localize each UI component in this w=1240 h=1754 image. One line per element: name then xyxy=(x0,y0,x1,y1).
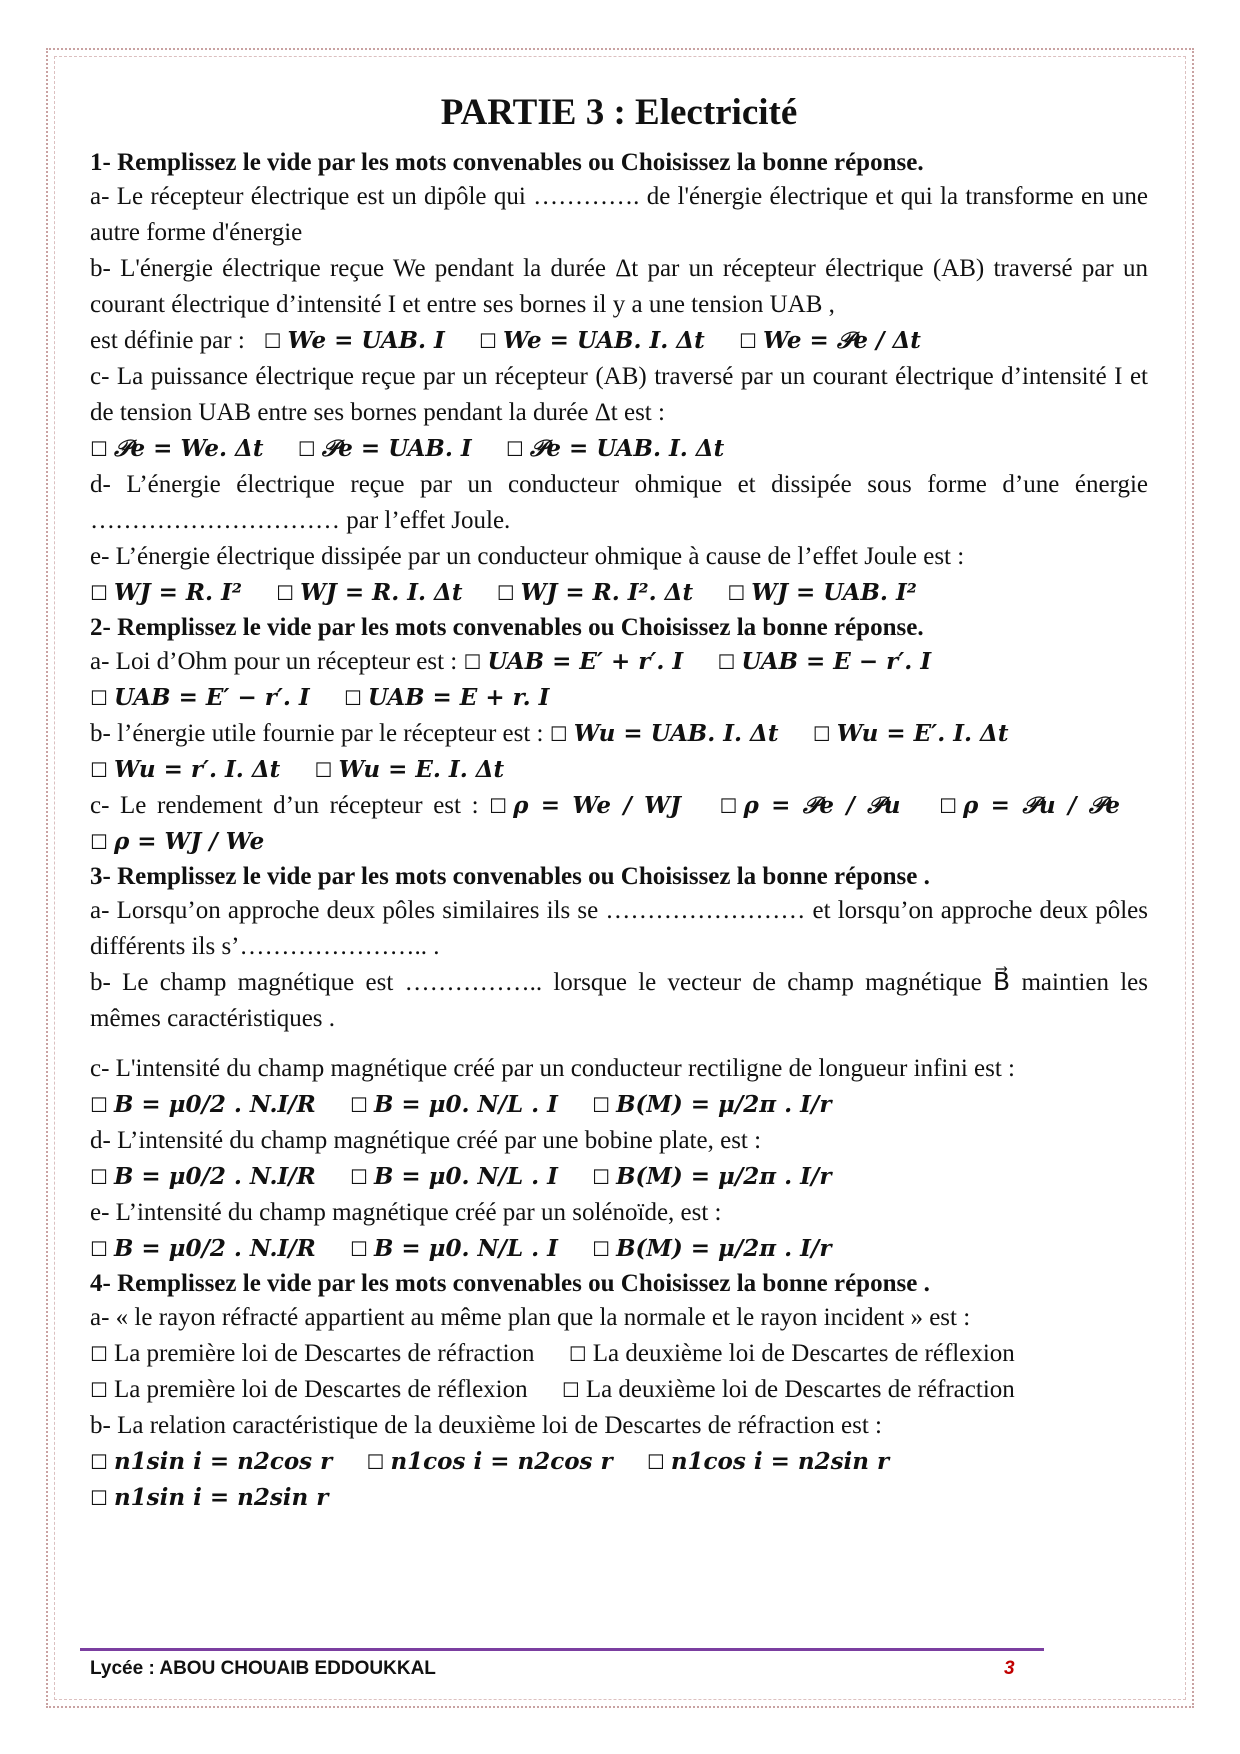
q4-b-options-1 xyxy=(90,1444,1148,1480)
q3-c-options xyxy=(90,1087,1148,1123)
page-number: 3 xyxy=(1004,1658,1015,1679)
checkbox-icon[interactable]: ☐ xyxy=(343,686,362,710)
checkbox-icon[interactable]: ☐ xyxy=(489,794,508,818)
q1-e-options xyxy=(90,575,1148,611)
q1-b-prefix: est définie par : xyxy=(90,327,245,354)
checkbox-icon[interactable]: ☐ xyxy=(592,1093,611,1117)
checkbox-icon[interactable]: ☐ xyxy=(719,794,738,818)
checkbox-icon[interactable]: ☐ xyxy=(90,1093,108,1117)
checkbox-icon[interactable]: ☐ xyxy=(549,722,568,746)
option[interactable]: ☐ La deuxième loi de Descartes de réfraction xyxy=(561,1376,1015,1403)
checkbox-icon[interactable]: ☐ xyxy=(727,581,746,605)
q2-b-cont xyxy=(90,752,1148,788)
q2-c xyxy=(90,788,1148,860)
q4-b-options-2 xyxy=(90,1480,1148,1516)
option[interactable]: ☐ B(M) = μ/2π . I/r xyxy=(592,1163,832,1190)
checkbox-icon[interactable]: ☐ xyxy=(646,1450,665,1474)
checkbox-icon[interactable]: ☐ xyxy=(939,794,957,818)
checkbox-icon[interactable]: ☐ xyxy=(463,650,482,674)
q2-a-cont xyxy=(90,680,1148,716)
option[interactable]: ☐ 𝒫e = UAB. I xyxy=(297,435,472,462)
q3-e-text: e- L’intensité du champ magnétique créé par un solénoïde, est : xyxy=(90,1199,722,1226)
option[interactable]: ☐ Wu = E′. I. Δt xyxy=(812,720,1009,747)
option[interactable]: ☐ B = μ0. N/L . I xyxy=(350,1235,558,1262)
checkbox-icon[interactable]: ☐ xyxy=(90,1165,108,1189)
option[interactable]: ☐ n1cos i = n2cos r xyxy=(366,1448,613,1475)
q4-a-options-1 xyxy=(90,1336,1148,1372)
option[interactable]: ☐ B = μ0. N/L . I xyxy=(350,1163,558,1190)
q3-a: a- Lorsqu’on approche deux pôles similaires ils se …………………… et lorsqu’on approche deux pôles différents ils s’………………….. . xyxy=(90,897,1148,960)
q3-e-options xyxy=(90,1231,1148,1267)
checkbox-icon[interactable]: ☐ xyxy=(263,329,282,353)
checkbox-icon[interactable]: ☐ xyxy=(812,722,831,746)
option[interactable]: ☐ ρ = 𝒫u / 𝒫e xyxy=(939,792,1120,819)
option[interactable]: ☐ 𝒫e = UAB. I. Δt xyxy=(505,435,725,462)
checkbox-icon[interactable]: ☐ xyxy=(276,581,295,605)
q4-a-text: a- « le rayon réfracté appartient au même plan que la normale et le rayon incident » est : xyxy=(90,1304,971,1331)
checkbox-icon[interactable]: ☐ xyxy=(350,1093,368,1117)
checkbox-icon[interactable]: ☐ xyxy=(592,1165,611,1189)
option[interactable]: ☐ B = μ0/2 . N.I/R xyxy=(90,1091,316,1118)
checkbox-icon[interactable]: ☐ xyxy=(90,1450,108,1474)
checkbox-icon[interactable]: ☐ xyxy=(90,1378,108,1402)
checkbox-icon[interactable]: ☐ xyxy=(90,758,108,782)
q2-heading: 2- Remplissez le vide par les mots convenables ou Choisissez la bonne réponse. xyxy=(90,614,924,641)
q3-c-text: c- L'intensité du champ magnétique créé par un conducteur rectiligne de longueur infini est : xyxy=(90,1055,1015,1082)
option[interactable]: ☐ ρ = WJ / We xyxy=(90,828,265,855)
option[interactable]: ☐ B = μ0/2 . N.I/R xyxy=(90,1235,316,1262)
checkbox-icon[interactable]: ☐ xyxy=(90,1237,108,1261)
checkbox-icon[interactable]: ☐ xyxy=(592,1237,611,1261)
option[interactable]: ☐ Wu = r′. I. Δt xyxy=(90,756,281,783)
checkbox-icon[interactable]: ☐ xyxy=(90,1342,108,1366)
option[interactable]: ☐ ρ = We / WJ xyxy=(489,792,681,819)
option[interactable]: ☐ WJ = UAB. I² xyxy=(727,579,917,606)
q1-d: d- L’énergie électrique reçue par un conducteur ohmique et dissipée sous forme d’une énergie ………………………… par l’effet Joule. xyxy=(90,471,1148,534)
option[interactable]: ☐ La première loi de Descartes de réfraction xyxy=(90,1340,535,1367)
q1-e-text: e- L’énergie électrique dissipée par un conducteur ohmique à cause de l’effet Joule est : xyxy=(90,543,965,570)
q3-heading: 3- Remplissez le vide par les mots convenables ou Choisissez la bonne réponse . xyxy=(90,863,930,890)
q3-d-options xyxy=(90,1159,1148,1195)
checkbox-icon[interactable]: ☐ xyxy=(90,686,108,710)
option[interactable]: ☐ 𝒫e = We. Δt xyxy=(90,435,264,462)
q1-a: a- Le récepteur électrique est un dipôle qui …………. de l'énergie électrique et qui la transforme en une autre forme d'énergie xyxy=(90,183,1148,246)
q4-heading: 4- Remplissez le vide par les mots convenables ou Choisissez la bonne réponse . xyxy=(90,1270,930,1297)
q1-c-text: c- La puissance électrique reçue par un récepteur (AB) traversé par un courant électrique d’intensité I et de tension UAB entre ses bornes pendant la durée Δt est : xyxy=(90,363,1148,426)
checkbox-icon[interactable]: ☐ xyxy=(297,437,316,461)
q2-c-prefix: c- Le rendement d’un récepteur est : xyxy=(90,792,479,819)
option[interactable]: ☐ B(M) = μ/2π . I/r xyxy=(592,1091,832,1118)
q4-b-text: b- La relation caractéristique de la deuxième loi de Descartes de réfraction est : xyxy=(90,1412,882,1439)
q3-b: b- Le champ magnétique est …………….. lorsque le vecteur de champ magnétique B⃗ maintien les mêmes caractéristiques . xyxy=(90,969,1148,1032)
checkbox-icon[interactable]: ☐ xyxy=(561,1378,580,1402)
q2-a xyxy=(90,644,1148,680)
q1-b-text: b- L'énergie électrique reçue We pendant la durée Δt par un récepteur électrique (AB) traversé par un courant électrique d’intensité I et entre ses bornes il y a une tension UAB , xyxy=(90,255,1148,318)
option[interactable]: ☐ WJ = R. I. Δt xyxy=(276,579,463,606)
option[interactable]: ☐ We = 𝒫e / Δt xyxy=(739,327,921,354)
checkbox-icon[interactable]: ☐ xyxy=(717,650,736,674)
option[interactable]: ☐ UAB = E′ − r′. I xyxy=(90,684,310,711)
checkbox-icon[interactable]: ☐ xyxy=(90,1486,108,1510)
checkbox-icon[interactable]: ☐ xyxy=(90,830,108,854)
option[interactable]: ☐ Wu = E. I. Δt xyxy=(314,756,505,783)
option[interactable]: ☐ B = μ0/2 . N.I/R xyxy=(90,1163,316,1190)
checkbox-icon[interactable]: ☐ xyxy=(90,437,108,461)
worksheet xyxy=(90,90,1148,1516)
option[interactable]: ☐ ρ = 𝒫e / 𝒫u xyxy=(719,792,901,819)
option[interactable]: ☐ n1cos i = n2sin r xyxy=(646,1448,890,1475)
q1-b-options xyxy=(90,323,1148,359)
option[interactable]: ☐ Wu = UAB. I. Δt xyxy=(549,720,779,747)
option[interactable]: ☐ UAB = E + r. I xyxy=(343,684,550,711)
option[interactable]: ☐ La première loi de Descartes de réflexion xyxy=(90,1376,528,1403)
checkbox-icon[interactable]: ☐ xyxy=(568,1342,587,1366)
option[interactable]: ☐ n1sin i = n2sin r xyxy=(90,1484,329,1511)
checkbox-icon[interactable]: ☐ xyxy=(496,581,515,605)
q2-b-prefix: b- l’énergie utile fournie par le récepteur est : xyxy=(90,720,544,747)
option[interactable]: ☐ UAB = E′ + r′. I xyxy=(463,648,684,675)
checkbox-icon[interactable]: ☐ xyxy=(479,329,497,353)
option[interactable]: ☐ La deuxième loi de Descartes de réflexion xyxy=(568,1340,1015,1367)
checkbox-icon[interactable]: ☐ xyxy=(350,1165,368,1189)
q4-a-options-2 xyxy=(90,1372,1148,1408)
option[interactable]: ☐ WJ = R. I² xyxy=(90,579,242,606)
checkbox-icon[interactable]: ☐ xyxy=(366,1450,385,1474)
option[interactable]: ☐ B = μ0. N/L . I xyxy=(350,1091,558,1118)
q1-c-options xyxy=(90,431,1148,467)
option[interactable]: ☐ n1sin i = n2cos r xyxy=(90,1448,333,1475)
option[interactable]: ☐ We = UAB. I. Δt xyxy=(479,327,705,354)
option[interactable]: ☐ WJ = R. I². Δt xyxy=(496,579,694,606)
q2-a-prefix: a- Loi d’Ohm pour un récepteur est : xyxy=(90,648,458,675)
footer-school: Lycée : ABOU CHOUAIB EDDOUKKAL xyxy=(90,1658,436,1679)
checkbox-icon[interactable]: ☐ xyxy=(90,581,108,605)
checkbox-icon[interactable]: ☐ xyxy=(314,758,333,782)
page-title: PARTIE 3 : Electricité xyxy=(440,92,798,133)
option[interactable]: ☐ We = UAB. I xyxy=(263,327,445,354)
footer-divider xyxy=(80,1648,1044,1651)
checkbox-icon[interactable]: ☐ xyxy=(739,329,757,353)
q3-d-text: d- L’intensité du champ magnétique créé par une bobine plate, est : xyxy=(90,1127,762,1154)
checkbox-icon[interactable]: ☐ xyxy=(350,1237,368,1261)
q1-heading: 1- Remplissez le vide par les mots convenables ou Choisissez la bonne réponse. xyxy=(90,149,924,176)
checkbox-icon[interactable]: ☐ xyxy=(505,437,524,461)
option[interactable]: ☐ UAB = E − r′. I xyxy=(717,648,932,675)
q2-b xyxy=(90,716,1148,752)
option[interactable]: ☐ B(M) = μ/2π . I/r xyxy=(592,1235,832,1262)
